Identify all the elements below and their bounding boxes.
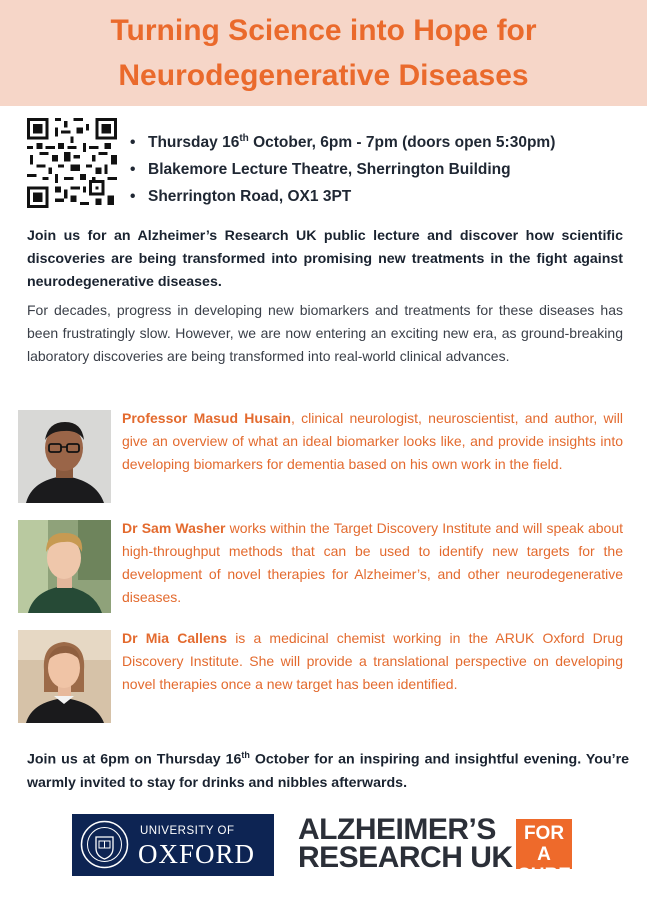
title-line-2: Neurodegenerative Diseases — [118, 59, 529, 92]
oxford-logo — [72, 814, 274, 876]
event-date-time: • Thursday 16th October, 6pm - 7pm (doors open 5:30pm) — [130, 125, 555, 156]
bullet: • — [130, 188, 136, 206]
for-a-cure-badge — [516, 819, 572, 886]
speaker-bio: Dr Sam Washer works within the Target Discovery Institute and will speak about high-throughput methods that can be used to identify new targets for the development of novel therapies for Alzheimer’s, and other neurodegenerative diseases. — [122, 520, 623, 605]
oxford-logo-line1: UNIVERSITY OF — [140, 825, 235, 837]
cure-badge-line2: CURE — [517, 865, 571, 886]
speaker-bio: Professor Masud Husain, clinical neurologist, neuroscientist, and author, will give an overview of what an ideal biomarker looks like, and provide insights into developing biomarkers for dementia based on his own work in the field. — [122, 410, 623, 472]
qr-code-icon[interactable] — [27, 118, 117, 208]
aruk-logo-line1: ALZHEIMER’S — [298, 813, 496, 846]
speaker-name: Dr Sam Washer — [122, 520, 226, 536]
event-venue: • Blakemore Lecture Theatre, Sherrington Building — [130, 156, 555, 183]
aruk-logo-line2: RESEARCH UK — [298, 841, 513, 874]
bullet: • — [130, 161, 136, 179]
event-details-list — [130, 125, 555, 210]
event-address: • Sherrington Road, OX1 3PT — [130, 183, 555, 210]
page-title — [0, 8, 647, 98]
title-line-1: Turning Science into Hope for — [110, 14, 537, 47]
cure-badge-line1: FOR A — [523, 823, 565, 865]
closing-paragraph: Join us at 6pm on Thursday 16th October for an inspiring and insightful evening. You’re warmly invited to stay for drinks and nibbles afterwards. — [27, 750, 629, 791]
speaker-name: Professor Masud Husain — [122, 410, 291, 426]
oxford-crest-icon — [80, 820, 129, 869]
title-banner — [0, 0, 647, 106]
speaker-bio: Dr Mia Callens is a medicinal chemist working in the ARUK Oxford Drug Discovery Institute. She will provide a translational perspective on developing novel therapies once a new target has been identified. — [122, 630, 623, 692]
intro-paragraph: Join us for an Alzheimer’s Research UK public lecture and discover how scientific discoveries are being transformed into promising new treatments in the fight against neurodegenerative diseases. — [27, 228, 623, 290]
aruk-logo — [298, 813, 513, 874]
oxford-logo-line2: OXFORD — [138, 839, 256, 869]
speaker-name: Dr Mia Callens — [122, 630, 228, 646]
speaker-photo-masud-husain — [18, 410, 111, 503]
speaker-photo-sam-washer — [18, 520, 111, 613]
body-paragraph: For decades, progress in developing new biomarkers and treatments for these diseases has been frustratingly slow. However, we are now entering an exciting new era, as ground-breaking laboratory discoveries are being transformed into real-world clinical advances. — [27, 302, 623, 364]
bullet: • — [130, 134, 136, 152]
speaker-photo-mia-callens — [18, 630, 111, 723]
